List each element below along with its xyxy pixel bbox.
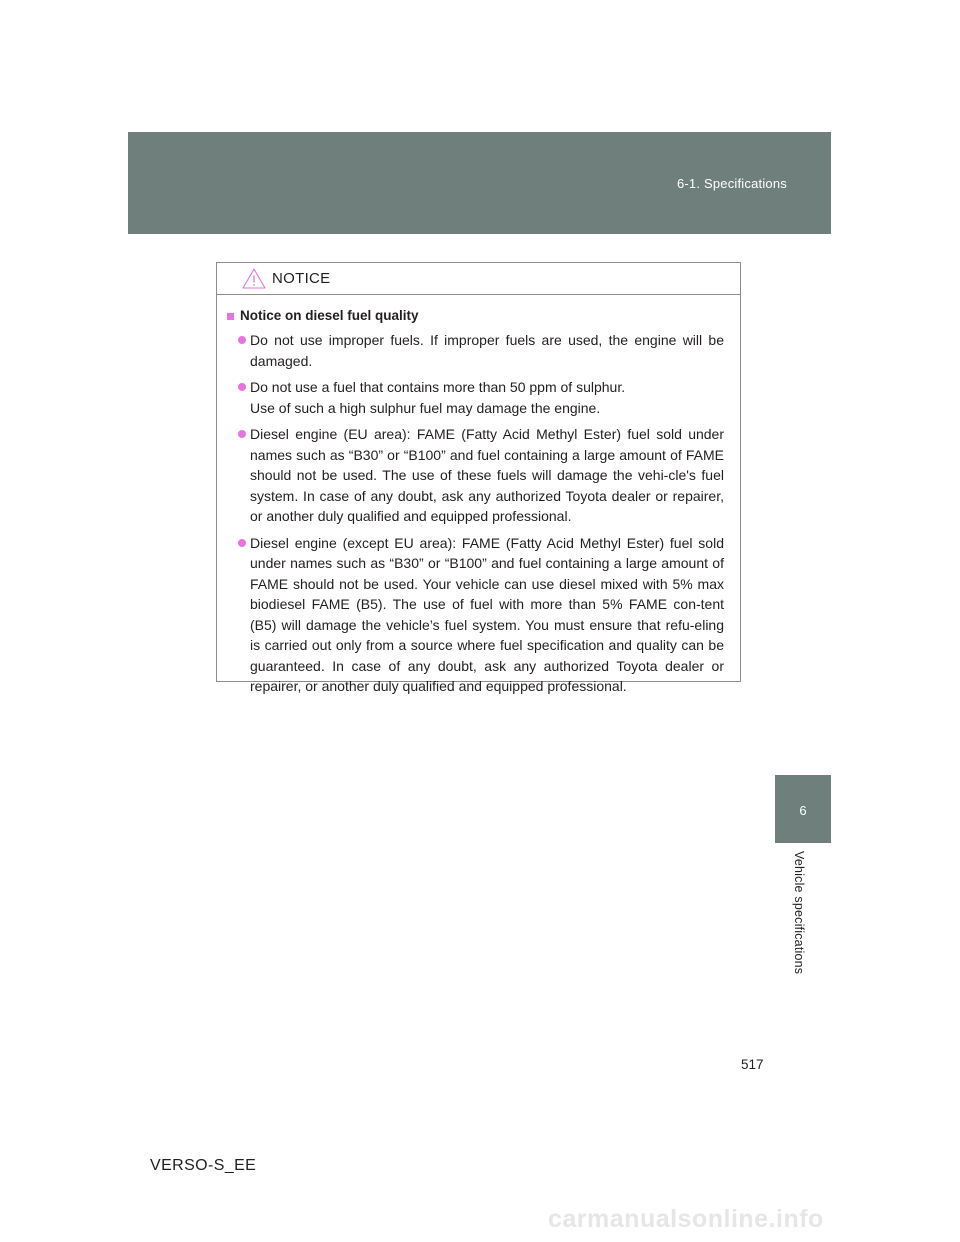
bullet-dot-icon <box>238 383 246 391</box>
notice-body <box>217 295 740 697</box>
bullet-item <box>227 533 724 697</box>
bullet-text: Use of such a high sulphur fuel may damage the engine. <box>250 399 601 416</box>
square-bullet-icon <box>227 313 234 320</box>
section-heading <box>227 306 724 326</box>
bullet-item <box>227 424 724 527</box>
notice-title: NOTICE <box>272 270 331 287</box>
chapter-number: 6 <box>799 803 807 818</box>
header-band <box>128 132 831 234</box>
watermark-logo[interactable]: carmanualsonline.info <box>548 1205 824 1233</box>
bullet-dot-icon <box>238 539 246 547</box>
section-heading-text: Notice on diesel fuel quality <box>240 308 419 323</box>
bullet-text: Do not use a fuel that contains more than 50 ppm of sulphur. <box>250 379 626 395</box>
chapter-tab[interactable] <box>775 775 831 843</box>
bullet-dot-icon <box>238 336 246 344</box>
bullet-text: Diesel engine (except EU area): FAME (Fatty Acid Methyl Ester) fuel sold under names such as “B30” or “B100” and fuel containing a large amount of FAME should not be used. Your vehicle can use diesel mixed with 5% max biodiesel FAME (B5). The use of fuel with more than 5% FAME con-tent (B5) will damage the vehicle’s fuel system. You must ensure that refu-eling is carried out only from a source where fuel specification and quality can be guaranteed. In case of any doubt, ask any authorized Toyota dealer or repairer, or another duly qualified and equipped professional. <box>250 534 724 694</box>
section-title: 6-1. Specifications <box>676 176 787 191</box>
bullet-dot-icon <box>238 430 246 438</box>
document-code: VERSO-S_EE <box>150 1157 257 1174</box>
warning-triangle-icon <box>242 268 266 289</box>
bullet-item <box>227 377 724 418</box>
bullet-item <box>227 330 724 371</box>
notice-box <box>216 262 741 694</box>
page-number: 517 <box>741 1057 764 1072</box>
chapter-label: Vehicle specifications <box>792 851 806 975</box>
notice-header <box>217 263 740 295</box>
bullet-text: Do not use improper fuels. If improper fuels are used, the engine will be damaged. <box>250 332 724 369</box>
bullet-text: Diesel engine (EU area): FAME (Fatty Acid Methyl Ester) fuel sold under names such as “B30” or “B100” and fuel containing a large amount of FAME should not be used. The use of these fuels will damage the vehi-cle's fuel system. In case of any doubt, ask any authorized Toyota dealer or repairer, or another duly qualified and equipped professional. <box>250 426 724 524</box>
